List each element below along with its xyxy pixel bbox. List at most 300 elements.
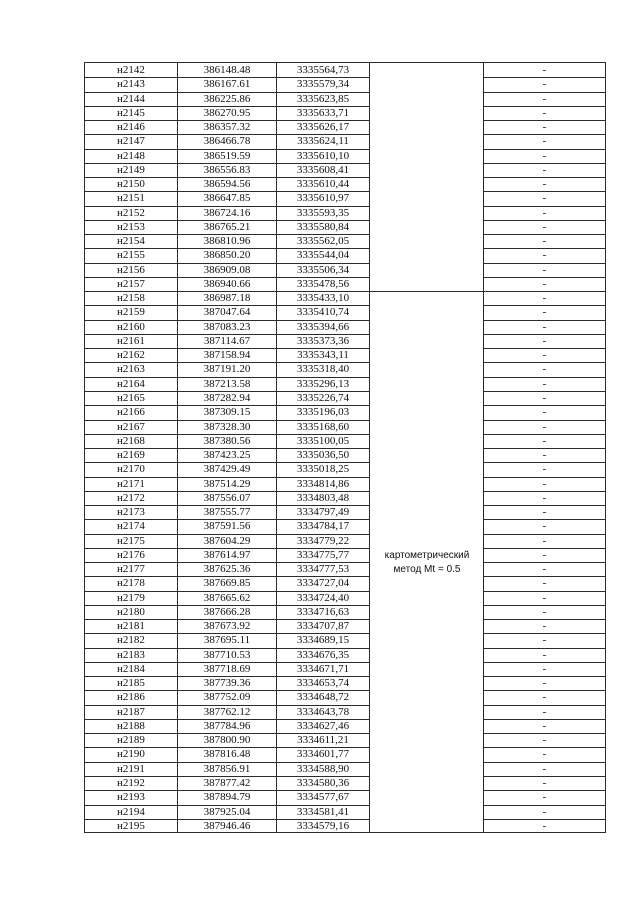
table-row [85,134,605,148]
table-row [85,619,605,633]
table-row [85,149,605,163]
row-separator [85,519,370,520]
row-separator [85,505,370,506]
row-separator [85,320,370,321]
table-row [85,534,605,548]
error-cell: - [542,620,547,633]
point-id-cell: н2156 [117,263,145,276]
y-coordinate-cell: 3334601,77 [296,748,350,761]
table-row [85,334,605,348]
point-id-cell: н2146 [117,121,145,134]
y-coordinate-cell: 3335624,11 [297,135,349,148]
error-cell: - [542,106,547,119]
row-separator [85,106,370,107]
table-row [85,819,605,833]
row-separator [85,690,370,691]
table-row [85,462,605,476]
x-coordinate-cell: 387380.56 [203,434,251,447]
y-coordinate-cell: 3334653,74 [296,677,350,690]
y-coordinate-cell: 3335168,60 [296,420,350,433]
x-coordinate-cell: 387614.97 [203,548,251,561]
y-coordinate-cell: 3334648,72 [296,691,350,704]
y-coordinate-cell: 3335296,13 [296,377,350,390]
table-row [85,719,605,733]
y-coordinate-cell: 3335564,73 [296,64,350,76]
y-coordinate-cell: 3334588,90 [296,762,350,775]
x-coordinate-cell: 387718.69 [203,662,251,675]
table-row [85,591,605,605]
x-coordinate-cell: 386466.78 [203,135,251,148]
y-coordinate-cell: 3335036,50 [296,449,350,462]
error-cell: - [542,64,547,76]
row-separator [85,291,370,292]
y-coordinate-cell: 3334777,53 [296,563,350,576]
x-coordinate-cell: 387114.67 [203,334,251,347]
point-id-cell: н2194 [117,805,145,818]
method-cell [371,549,483,577]
y-coordinate-cell: 3335478,56 [296,277,350,290]
x-coordinate-cell: 386357.32 [203,121,251,134]
table-row [85,263,605,277]
x-coordinate-cell: 387673.92 [203,620,251,633]
error-cell: - [542,449,547,462]
x-coordinate-cell: 387514.29 [203,477,251,490]
table-row [85,177,605,191]
y-coordinate-cell: 3334797,49 [296,506,350,519]
point-id-cell: н2188 [117,719,145,732]
error-cell: - [542,691,547,704]
point-id-cell: н2161 [117,334,145,347]
row-separator [483,177,605,178]
row-separator [483,662,605,663]
point-id-cell: н2155 [117,249,145,262]
table-row [85,348,605,362]
row-separator [85,206,370,207]
x-coordinate-cell: 387191.20 [203,363,251,376]
error-cell: - [542,662,547,675]
table-row [85,405,605,419]
table-row [85,120,605,134]
x-coordinate-cell: 387556.07 [203,491,251,504]
row-separator [85,234,370,235]
error-cell: - [542,363,547,376]
error-cell: - [542,78,547,91]
y-coordinate-cell: 3335626,17 [296,121,350,134]
point-id-cell: н2193 [117,791,145,804]
y-coordinate-cell: 3335433,10 [296,292,350,305]
row-separator [483,619,605,620]
y-coordinate-cell: 3334803,48 [296,491,350,504]
point-id-cell: н2172 [117,491,145,504]
x-coordinate-cell: 387083.23 [203,320,251,333]
row-separator [483,191,605,192]
x-coordinate-cell: 387047.64 [203,306,251,319]
x-coordinate-cell: 387328.30 [203,420,251,433]
row-separator [483,762,605,763]
row-separator [483,434,605,435]
row-separator [483,420,605,421]
error-cell: - [542,520,547,533]
error-cell: - [542,149,547,162]
y-coordinate-cell: 3335593,35 [296,206,350,219]
table-row [85,434,605,448]
error-cell: - [542,506,547,519]
row-separator [85,334,370,335]
point-id-cell: н2185 [117,677,145,690]
row-separator [483,305,605,306]
row-separator [85,562,370,563]
error-cell: - [542,719,547,732]
point-id-cell: н2166 [117,406,145,419]
y-coordinate-cell: 3334676,35 [296,648,350,661]
point-id-cell: н2162 [117,349,145,362]
row-separator [483,676,605,677]
point-id-cell: н2143 [117,78,145,91]
error-cell: - [542,121,547,134]
point-id-cell: н2181 [117,620,145,633]
table-row [85,562,605,576]
x-coordinate-cell: 387309.15 [203,406,251,419]
row-separator [483,548,605,549]
y-coordinate-cell: 3335196,03 [296,406,350,419]
row-separator [483,562,605,563]
row-separator [483,348,605,349]
row-separator [85,548,370,549]
table-row [85,420,605,434]
x-coordinate-cell: 386556.83 [203,163,251,176]
row-separator [85,448,370,449]
error-cell: - [542,292,547,305]
row-separator [85,534,370,535]
row-separator [85,747,370,748]
row-separator [85,619,370,620]
x-coordinate-cell: 387752.09 [203,691,251,704]
error-cell: - [542,377,547,390]
x-coordinate-cell: 386810.96 [203,235,251,248]
row-separator [483,206,605,207]
row-separator [483,605,605,606]
x-coordinate-cell: 387925.04 [203,805,251,818]
table-row [85,362,605,376]
table-row [85,805,605,819]
row-separator [483,163,605,164]
point-id-cell: н2184 [117,662,145,675]
x-coordinate-cell: 386519.59 [203,149,251,162]
error-cell: - [542,605,547,618]
error-cell: - [542,135,547,148]
x-coordinate-cell: 387877.42 [203,777,251,789]
point-id-cell: н2169 [117,449,145,462]
row-separator [85,477,370,478]
point-id-cell: н2154 [117,235,145,248]
point-id-cell: н2171 [117,477,145,490]
table-row [85,391,605,405]
error-cell: - [542,92,547,105]
table-row [85,776,605,790]
point-id-cell: н2190 [117,748,145,761]
point-id-cell: н2151 [117,192,145,205]
error-cell: - [542,777,547,789]
point-id-cell: н2167 [117,420,145,433]
error-cell: - [542,277,547,290]
row-separator [85,220,370,221]
row-separator [483,462,605,463]
x-coordinate-cell: 387894.79 [203,791,251,804]
row-separator [85,263,370,264]
x-coordinate-cell: 386167.61 [203,78,251,91]
x-coordinate-cell: 387669.85 [203,577,251,590]
point-id-cell: н2148 [117,149,145,162]
y-coordinate-cell: 3335610,10 [296,149,350,162]
x-coordinate-cell: 386148.48 [203,64,251,76]
error-cell: - [542,648,547,661]
row-separator [483,733,605,734]
row-separator [85,420,370,421]
error-cell: - [542,220,547,233]
point-id-cell: н2195 [117,819,145,832]
x-coordinate-cell: 387213.58 [203,377,251,390]
y-coordinate-cell: 3335410,74 [296,306,350,319]
row-separator [85,348,370,349]
x-coordinate-cell: 386765.21 [203,220,251,233]
row-separator [85,676,370,677]
y-coordinate-cell: 3334724,40 [296,591,350,604]
x-coordinate-cell: 387665.62 [203,591,251,604]
error-cell: - [542,235,547,248]
y-coordinate-cell: 3335608,41 [296,163,350,176]
row-separator [85,462,370,463]
row-separator [85,576,370,577]
table-row [85,277,605,291]
point-id-cell: н2186 [117,691,145,704]
x-coordinate-cell: 387739.36 [203,677,251,690]
x-coordinate-cell: 387800.90 [203,734,251,747]
error-cell: - [542,762,547,775]
row-separator [483,149,605,150]
x-coordinate-cell: 387604.29 [203,534,251,547]
row-separator [85,805,370,806]
row-separator [483,134,605,135]
row-separator [85,134,370,135]
point-id-cell: н2174 [117,520,145,533]
y-coordinate-cell: 3335562,05 [296,235,350,248]
row-separator [85,405,370,406]
y-coordinate-cell: 3334779,22 [296,534,350,547]
point-id-cell: н2180 [117,605,145,618]
point-id-cell: н2189 [117,734,145,747]
error-cell: - [542,349,547,362]
table-row [85,733,605,747]
row-separator [483,591,605,592]
row-separator [85,305,370,306]
table-row [85,163,605,177]
error-cell: - [542,192,547,205]
table-row [85,633,605,647]
y-coordinate-cell: 3335610,97 [296,192,350,205]
row-separator [483,776,605,777]
error-cell: - [542,677,547,690]
row-separator [483,220,605,221]
error-cell: - [542,805,547,818]
point-id-cell: н2187 [117,705,145,718]
y-coordinate-cell: 3334643,78 [296,705,350,718]
error-cell: - [542,249,547,262]
y-coordinate-cell: 3334727,04 [296,577,350,590]
y-coordinate-cell: 3334707,87 [296,620,350,633]
row-separator [85,819,370,820]
row-separator [85,605,370,606]
row-separator [85,163,370,164]
point-id-cell: н2147 [117,135,145,148]
error-cell: - [542,734,547,747]
coordinates-table [84,62,606,833]
method-text-line2: метод Mt = 0.5 [393,564,461,575]
error-cell: - [542,334,547,347]
row-separator [85,248,370,249]
y-coordinate-cell: 3334627,46 [296,719,350,732]
row-separator [85,377,370,378]
row-separator [85,648,370,649]
error-cell: - [542,163,547,176]
table-row [85,576,605,590]
row-separator [483,92,605,93]
table-row [85,648,605,662]
row-separator [483,448,605,449]
error-cell: - [542,406,547,419]
y-coordinate-cell: 3335226,74 [296,391,350,404]
row-separator [85,149,370,150]
table-row [85,377,605,391]
row-separator [85,277,370,278]
x-coordinate-cell: 387555.77 [203,506,251,519]
x-coordinate-cell: 387158.94 [203,349,251,362]
table-row [85,676,605,690]
row-separator [85,362,370,363]
row-separator [85,120,370,121]
y-coordinate-cell: 3334581,41 [296,805,350,818]
point-id-cell: н2158 [117,292,145,305]
group-separator [369,291,484,292]
x-coordinate-cell: 387666.28 [203,605,251,618]
table-row [85,519,605,533]
error-cell: - [542,548,547,561]
row-separator [483,362,605,363]
point-id-cell: н2150 [117,178,145,191]
point-id-cell: н2183 [117,648,145,661]
point-id-cell: н2170 [117,463,145,476]
y-coordinate-cell: 3334580,36 [296,777,350,789]
y-coordinate-cell: 3334611,21 [297,734,349,747]
error-cell: - [542,206,547,219]
row-separator [483,519,605,520]
table-row [85,106,605,120]
point-id-cell: н2168 [117,434,145,447]
point-id-cell: н2179 [117,591,145,604]
point-id-cell: н2160 [117,320,145,333]
x-coordinate-cell: 387710.53 [203,648,251,661]
table-row [85,206,605,220]
x-coordinate-cell: 386647.85 [203,192,251,205]
point-id-cell: н2163 [117,363,145,376]
row-separator [85,719,370,720]
x-coordinate-cell: 386724.16 [203,206,251,219]
table-row [85,63,605,77]
point-id-cell: н2157 [117,277,145,290]
table-row [85,477,605,491]
y-coordinate-cell: 3334577,67 [296,791,350,804]
point-id-cell: н2178 [117,577,145,590]
point-id-cell: н2152 [117,206,145,219]
row-separator [483,505,605,506]
x-coordinate-cell: 386909.08 [203,263,251,276]
point-id-cell: н2149 [117,163,145,176]
error-cell: - [542,819,547,832]
x-coordinate-cell: 386940.66 [203,277,251,290]
point-id-cell: н2144 [117,92,145,105]
error-cell: - [542,420,547,433]
point-id-cell: н2192 [117,777,145,789]
x-coordinate-cell: 387946.46 [203,819,251,832]
row-separator [85,762,370,763]
table-row [85,690,605,704]
row-separator [85,733,370,734]
table-row [85,234,605,248]
point-id-cell: н2176 [117,548,145,561]
y-coordinate-cell: 3335544,04 [296,249,350,262]
row-separator [85,434,370,435]
y-coordinate-cell: 3334579,16 [296,819,350,832]
error-cell: - [542,306,547,319]
y-coordinate-cell: 3335100,05 [296,434,350,447]
x-coordinate-cell: 387625.36 [203,563,251,576]
row-separator [483,77,605,78]
row-separator [483,477,605,478]
error-cell: - [542,491,547,504]
table-row [85,662,605,676]
error-cell: - [542,320,547,333]
point-id-cell: н2164 [117,377,145,390]
row-separator [85,591,370,592]
y-coordinate-cell: 3335318,40 [296,363,350,376]
row-separator [85,790,370,791]
point-id-cell: н2173 [117,506,145,519]
error-cell: - [542,434,547,447]
error-cell: - [542,591,547,604]
error-cell: - [542,477,547,490]
table-row [85,605,605,619]
row-separator [483,705,605,706]
point-id-cell: н2177 [117,563,145,576]
row-separator [85,491,370,492]
error-cell: - [542,577,547,590]
row-separator [483,334,605,335]
x-coordinate-cell: 387856.91 [203,762,251,775]
point-id-cell: н2165 [117,391,145,404]
y-coordinate-cell: 3334671,71 [296,662,350,675]
row-separator [483,719,605,720]
row-separator [483,819,605,820]
row-separator [483,248,605,249]
row-separator [483,391,605,392]
table-row [85,248,605,262]
table-row [85,320,605,334]
y-coordinate-cell: 3334716,63 [296,605,350,618]
row-separator [483,491,605,492]
x-coordinate-cell: 387695.11 [203,634,251,647]
table-row [85,762,605,776]
row-separator [85,633,370,634]
row-separator [483,106,605,107]
